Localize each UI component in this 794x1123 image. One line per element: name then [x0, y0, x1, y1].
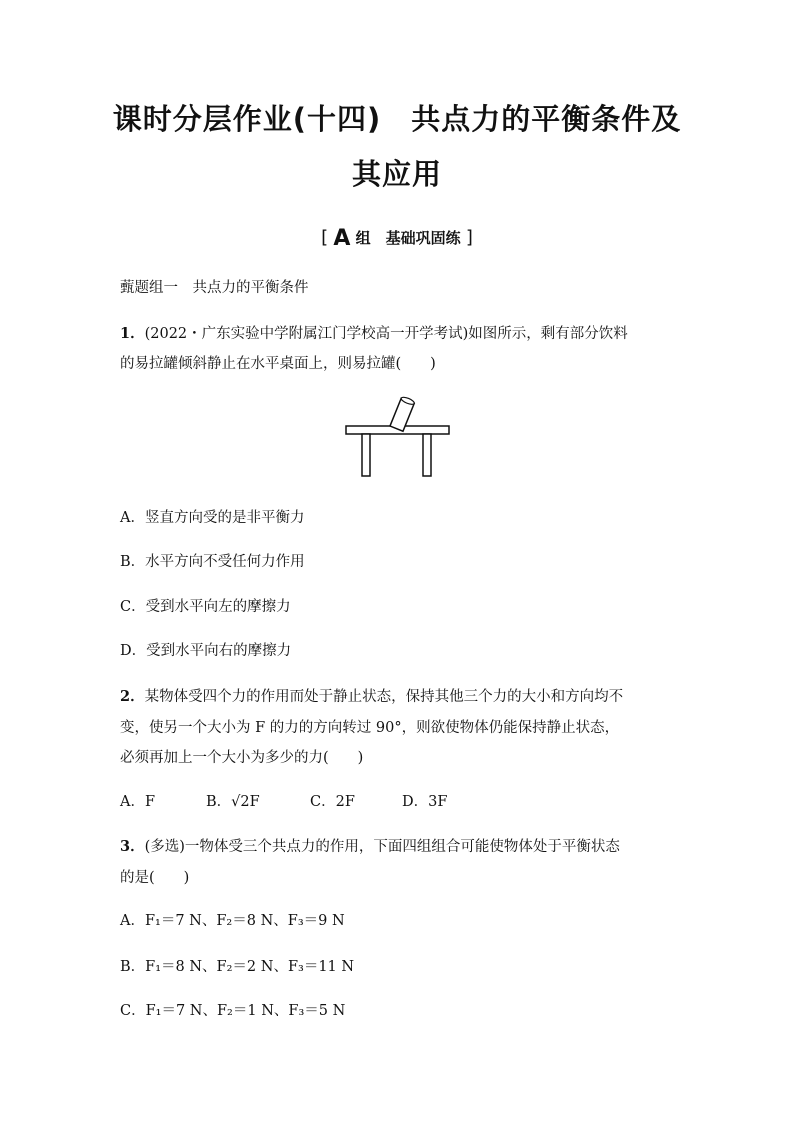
q1-line1	[120, 322, 628, 343]
q2-line3: 必须再加上一个大小为多少的力( )	[120, 750, 364, 766]
group-label: 组 基础巩固练	[355, 229, 461, 247]
q1-option-a: A．竖直方向受的是非平衡力	[120, 510, 305, 526]
bracket-open: [	[321, 227, 329, 248]
q3-text-1: (多选)一物体受三个共点力的作用，下面四组组合可能使物体处于平衡状态	[144, 839, 620, 855]
q1-option-c: C．受到水平向左的摩擦力	[120, 599, 291, 615]
q1-line2: 的易拉罐倾斜静止在水平桌面上，则易拉罐( )	[120, 356, 436, 372]
q2-line1	[120, 685, 623, 706]
q3-number: 3．	[120, 838, 145, 855]
q3-option-a: A．F₁＝7 N、F₂＝8 N、F₃＝9 N	[120, 913, 345, 929]
group-heading	[0, 226, 794, 251]
q3-line2: 的是( )	[120, 870, 190, 886]
table-leg-right	[423, 434, 431, 476]
page-title-line2: 其应用	[351, 157, 442, 191]
q2-options	[120, 790, 447, 811]
q2-option-a: A．F	[120, 794, 156, 810]
q2-text-1: 某物体受四个力的作用而处于静止状态，保持其他三个力的大小和方向均不	[144, 689, 624, 705]
q3-option-b: B．F₁＝8 N、F₂＝2 N、F₃＝11 N	[120, 959, 355, 975]
group-letter: A	[333, 226, 351, 251]
q3-option-c: C．F₁＝7 N、F₂＝1 N、F₃＝5 N	[120, 1003, 346, 1019]
q3-line1	[120, 835, 620, 856]
bracket-close: ]	[465, 227, 473, 248]
q2-option-c: C．2F	[310, 794, 355, 810]
q2-option-b: B．√2F	[206, 794, 260, 810]
q1-text-1: (2022・广东实验中学附属江门学校高一开学考试)如图所示，剩有部分饮料	[144, 326, 628, 342]
table-leg-left	[362, 434, 370, 476]
q2-option-d: D．3F	[402, 794, 448, 810]
q2-number: 2．	[120, 688, 145, 705]
topic-heading: 薽题组一 共点力的平衡条件	[120, 280, 309, 296]
page-title-line1: 课时分层作业(十四) 共点力的平衡条件及	[112, 102, 682, 136]
q1-option-b: B．水平方向不受任何力作用	[120, 554, 305, 570]
q1-number: 1．	[120, 325, 145, 342]
q1-option-d: D．受到水平向右的摩擦力	[120, 643, 292, 659]
can-on-table-figure	[340, 390, 455, 480]
q2-line2: 变，使另一个大小为 F 的力的方向转过 90°，则欲使物体仍能保持静止状态，	[120, 720, 620, 736]
